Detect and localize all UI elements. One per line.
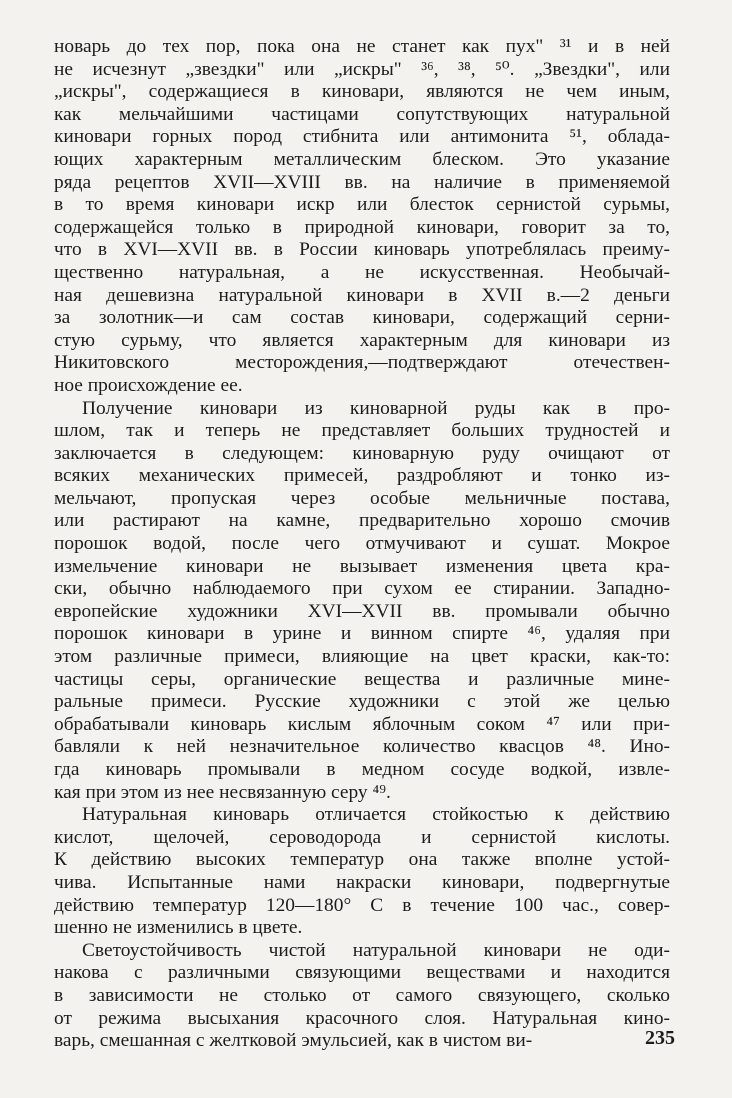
text-line: гда киноварь промывали в медном сосуде водкой, извле- bbox=[54, 759, 670, 780]
text-line: ная дешевизна натуральной киновари в XVII в.—2 деньги bbox=[54, 284, 670, 306]
text-line: содержащейся только в природной киновари, говорит за то, bbox=[54, 216, 670, 238]
text-line: ное происхождение ее. bbox=[54, 374, 243, 396]
text-line: частицы серы, органические вещества и различные мине- bbox=[54, 668, 670, 690]
text-line: ряда рецептов XVII—XVIII вв. на наличие в применяемой bbox=[54, 171, 670, 193]
text-line: Светоустойчивость чистой натуральной киновари не оди- bbox=[82, 939, 670, 961]
body-text bbox=[54, 36, 670, 1053]
text-line: всяких механических примесей, раздробляют и тонко из- bbox=[54, 465, 670, 487]
text-line: за золотник—и сам состав киновари, содержащий серни- bbox=[54, 307, 670, 329]
text-line: заключается в следующем: киноварную руду очищают от bbox=[54, 442, 670, 464]
text-line: чива. Испытанные нами накраски киновари, подвергнутые bbox=[54, 871, 670, 893]
text-line: от режима высыхания красочного слоя. Натуральная кино- bbox=[54, 1007, 670, 1029]
paragraph bbox=[54, 804, 670, 940]
text-line: европейские художники XVI—XVII вв. промывали обычно bbox=[54, 600, 670, 622]
text-line: бавляли к ней незначительное количество квасцов ⁴⁸. Ино- bbox=[54, 736, 670, 758]
text-line: Никитовского месторождения,—подтверждают отечествен- bbox=[54, 352, 670, 374]
text-line: стую сурьму, что является характерным для киновари из bbox=[54, 329, 670, 351]
text-line: шлом, так и теперь не представляет больших трудностей и bbox=[54, 420, 670, 442]
text-line: не исчезнут „звездки" или „искры" ³⁶, ³⁸, ⁵⁰. „Звездки", или bbox=[54, 58, 670, 80]
paragraph bbox=[54, 398, 670, 805]
text-line: порошок водой, после чего отмучивают и сушат. Мокрое bbox=[54, 533, 670, 555]
text-line: ральные примеси. Русские художники с этой же целью bbox=[54, 691, 670, 713]
text-line: щественно натуральная, а не искусственная. Необычай- bbox=[54, 261, 670, 283]
paragraph bbox=[54, 36, 670, 398]
text-line: как мельчайшими частицами сопутствующих натуральной bbox=[54, 103, 670, 125]
text-line: К действию высоких температур она также вполне устой- bbox=[54, 849, 670, 871]
text-line: Получение киновари из киноварной руды как в про- bbox=[82, 397, 670, 419]
text-line: кислот, щелочей, сероводорода и сернистой кислоты. bbox=[54, 826, 670, 848]
text-line: киновари горных пород стибнита или антимонита ⁵¹, облада- bbox=[54, 126, 670, 148]
text-line: в то время киновари искр или блесток сернистой сурьмы, bbox=[54, 194, 670, 216]
text-line: действию температур 120—180° С в течение 100 час., совер- bbox=[54, 894, 670, 916]
text-line: новарь до тех пор, пока она не станет как пух" ³¹ и в ней bbox=[54, 36, 670, 57]
text-line: измельчение киновари не вызывает изменения цвета кра- bbox=[54, 555, 670, 577]
text-line: порошок киновари в урине и винном спирте ⁴⁶, удаляя при bbox=[54, 623, 670, 645]
text-line: в зависимости не столько от самого связующего, сколько bbox=[54, 984, 670, 1006]
text-line: что в XVI—XVII вв. в России киноварь употреблялась преиму- bbox=[54, 239, 670, 261]
text-line: варь, смешанная с желтковой эмульсией, как в чистом ви- bbox=[54, 1030, 533, 1052]
paragraph bbox=[54, 940, 670, 1053]
text-line: мельчают, пропуская через особые мельничные постава, bbox=[54, 487, 670, 509]
text-line: накова с различными связующими веществами и находится bbox=[54, 962, 670, 984]
text-line: „искры", содержащиеся в киновари, являются не чем иным, bbox=[54, 81, 670, 103]
page-number: 235 bbox=[645, 1027, 675, 1049]
text-line: шенно не изменились в цвете. bbox=[54, 917, 303, 939]
text-line: ски, обычно наблюдаемого при сухом ее стирании. Западно- bbox=[54, 578, 670, 600]
text-line: или растирают на камне, предварительно хорошо смочив bbox=[54, 510, 670, 532]
text-line: ющих характерным металлическим блеском. Это указание bbox=[54, 148, 670, 170]
text-line: этом различные примеси, влияющие на цвет краски, как-то: bbox=[54, 646, 670, 668]
text-line: обрабатывали киноварь кислым яблочным соком ⁴⁷ или при- bbox=[54, 713, 670, 735]
text-line: кая при этом из нее несвязанную серу ⁴⁹. bbox=[54, 781, 391, 803]
text-line: Натуральная киноварь отличается стойкостью к действию bbox=[82, 804, 670, 826]
